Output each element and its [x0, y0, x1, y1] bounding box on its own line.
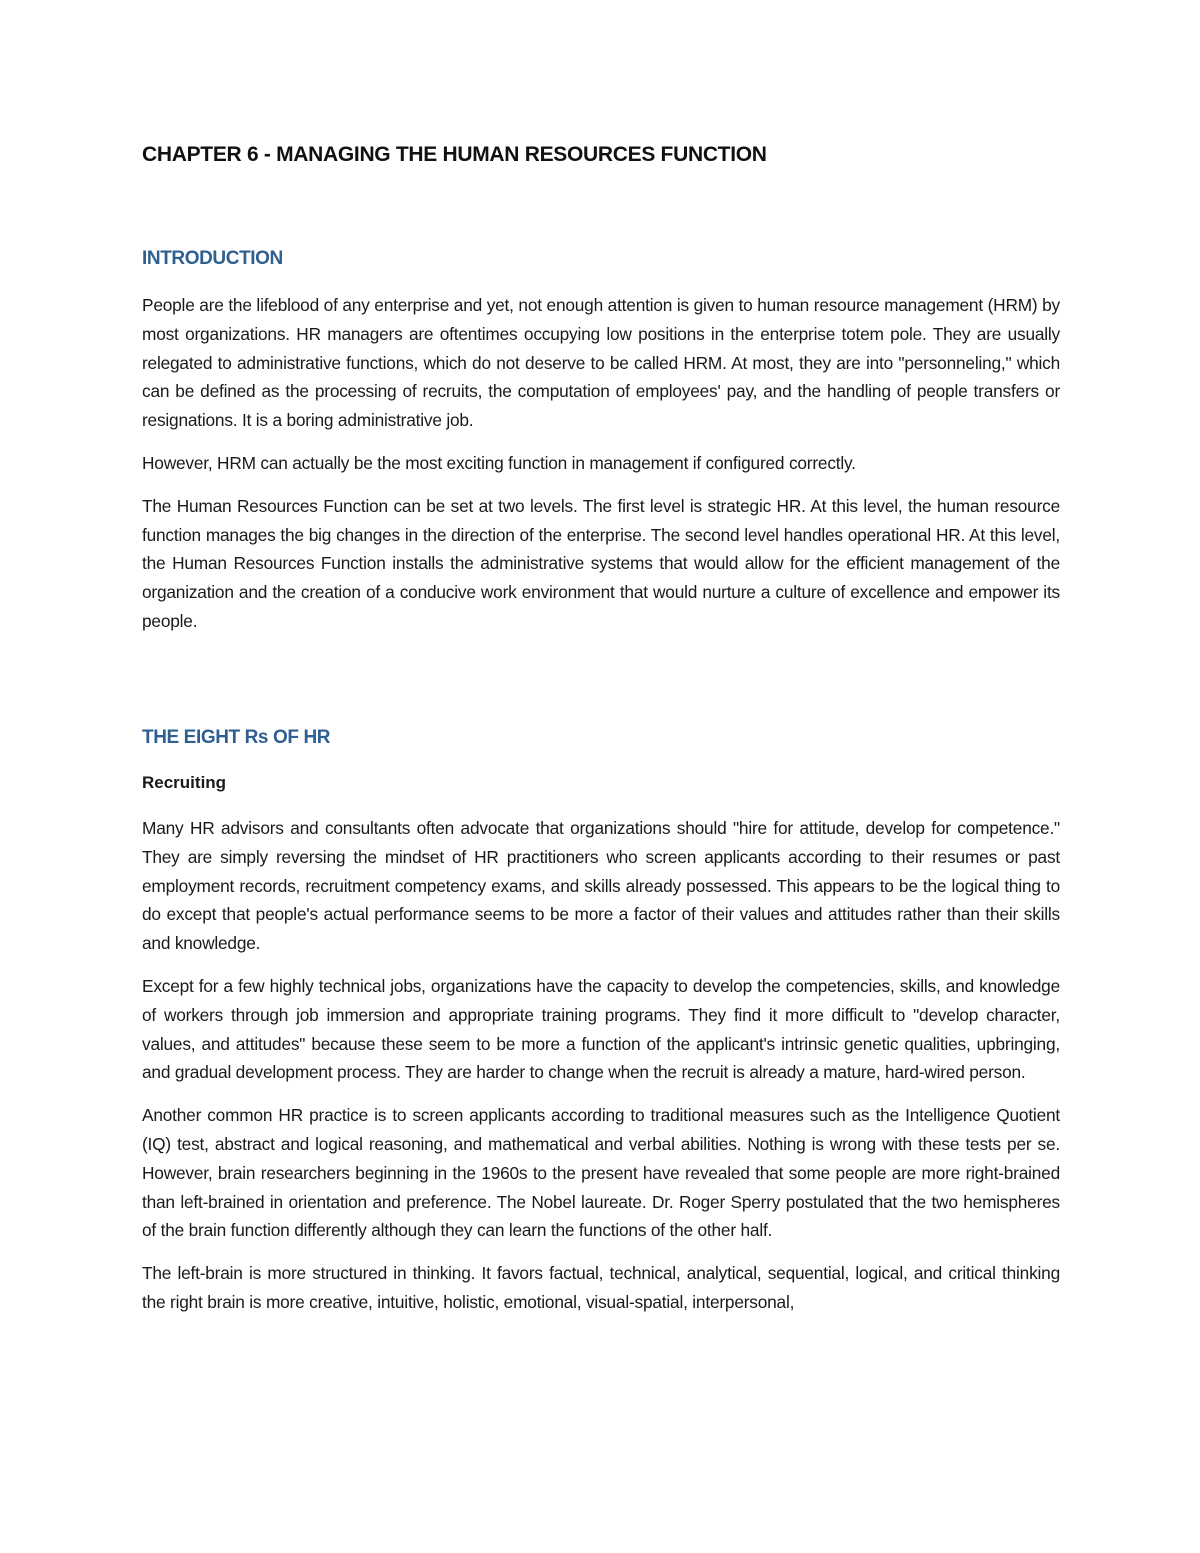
eight-rs-heading: THE EIGHT Rs OF HR: [142, 727, 331, 748]
paragraph: Many HR advisors and consultants often advocate that organizations should "hire for attitude, develop for competence." They are simply reversing the mindset of HR practitioners who screen applicants according to their resumes or past employment records, recruitment competency exams, and skills already possessed. This appears to be the logical thing to do except that people's actual performance seems to be more a factor of their values and attitudes rather than their skills and knowledge.: [142, 818, 1060, 954]
document-page: [142, 0, 1060, 1553]
paragraph: The left-brain is more structured in thinking. It favors factual, technical, analytical, sequential, logical, and critical thinking the right brain is more creative, intuitive, holistic, emotional, visual-spatial, interpersonal,: [142, 1263, 1060, 1312]
introduction-heading: INTRODUCTION: [142, 248, 283, 269]
introduction-body: [142, 291, 1060, 650]
paragraph: Another common HR practice is to screen applicants according to traditional measures such as the Intelligence Quotient (IQ) test, abstract and logical reasoning, and mathematical and verbal abilities. Nothing is wrong with these tests per se. However, brain researchers beginning in the 1960s to the present have revealed that some people are more right-brained than left-brained in orientation and preference. The Nobel laureate. Dr. Roger Sperry postulated that the two hemispheres of the brain function differently although they can learn the functions of the other half.: [142, 1105, 1060, 1241]
recruiting-subheading: Recruiting: [142, 773, 227, 792]
paragraph: People are the lifeblood of any enterprise and yet, not enough attention is given to human resource management (HRM) by most organizations. HR managers are oftentimes occupying low positions in the enterprise totem pole. They are usually relegated to administrative functions, which do not deserve to be called HRM. At most, they are into "personneling," which can be defined as the processing of recruits, the computation of employees' pay, and the handling of people transfers or resignations. It is a boring administrative job.: [142, 295, 1060, 431]
paragraph: Except for a few highly technical jobs, organizations have the capacity to develop the competencies, skills, and knowledge of workers through job immersion and appropriate training programs. They find it more difficult to "develop character, values, and attitudes" because these seem to be more a function of the applicant's intrinsic genetic qualities, upbringing, and gradual development process. They are harder to change when the recruit is already a mature, hard-wired person.: [142, 975, 1060, 1083]
recruiting-body: [142, 814, 1060, 1331]
chapter-title: CHAPTER 6 - MANAGING THE HUMAN RESOURCES FUNCTION: [142, 143, 767, 166]
paragraph: However, HRM can actually be the most exciting function in management if configured correctly.: [142, 452, 856, 473]
paragraph: The Human Resources Function can be set at two levels. The first level is strategic HR. At this level, the human resource function manages the big changes in the direction of the enterprise. The second level handles operational HR. At this level, the Human Resources Function installs the administrative systems that would allow for the efficient management of the organization and the creation of a conducive work environment that would nurture a culture of excellence and empower its people.: [142, 495, 1060, 631]
